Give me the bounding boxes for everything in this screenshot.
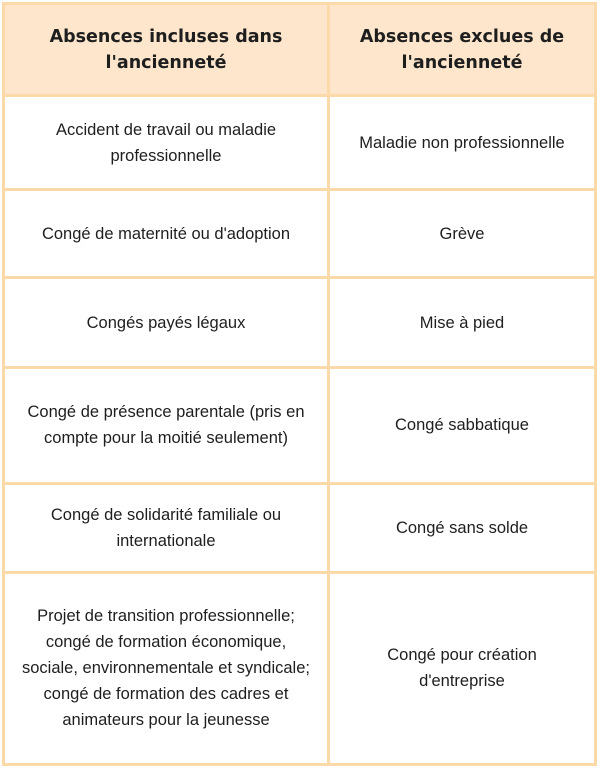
header-included-absences: Absences incluses dans l'ancienneté <box>4 4 329 96</box>
table-row <box>4 368 596 483</box>
header-excluded-absences: Absences exclues de l'ancienneté <box>329 4 596 96</box>
table-row <box>4 190 596 278</box>
included-cell: Congé de solidarité familiale ou internationale <box>4 483 329 572</box>
excluded-cell: Congé sabbatique <box>329 368 596 483</box>
included-cell: Congé de présence parentale (pris en compte pour la moitié seulement) <box>4 368 329 483</box>
table-row <box>4 572 596 764</box>
table-row <box>4 483 596 572</box>
excluded-cell: Grève <box>329 190 596 278</box>
included-cell: Congés payés légaux <box>4 278 329 368</box>
included-cell: Projet de transition professionnelle; congé de formation économique, sociale, environnementale et syndicale; congé de formation des cadres et animateurs pour la jeunesse <box>4 572 329 764</box>
included-cell: Congé de maternité ou d'adoption <box>4 190 329 278</box>
seniority-absences-table <box>2 2 597 766</box>
table-row <box>4 278 596 368</box>
table-row <box>4 96 596 190</box>
included-cell: Accident de travail ou maladie professionnelle <box>4 96 329 190</box>
excluded-cell: Congé sans solde <box>329 483 596 572</box>
excluded-cell: Maladie non professionnelle <box>329 96 596 190</box>
excluded-cell: Congé pour création d'entreprise <box>329 572 596 764</box>
excluded-cell: Mise à pied <box>329 278 596 368</box>
header-row <box>4 4 596 96</box>
